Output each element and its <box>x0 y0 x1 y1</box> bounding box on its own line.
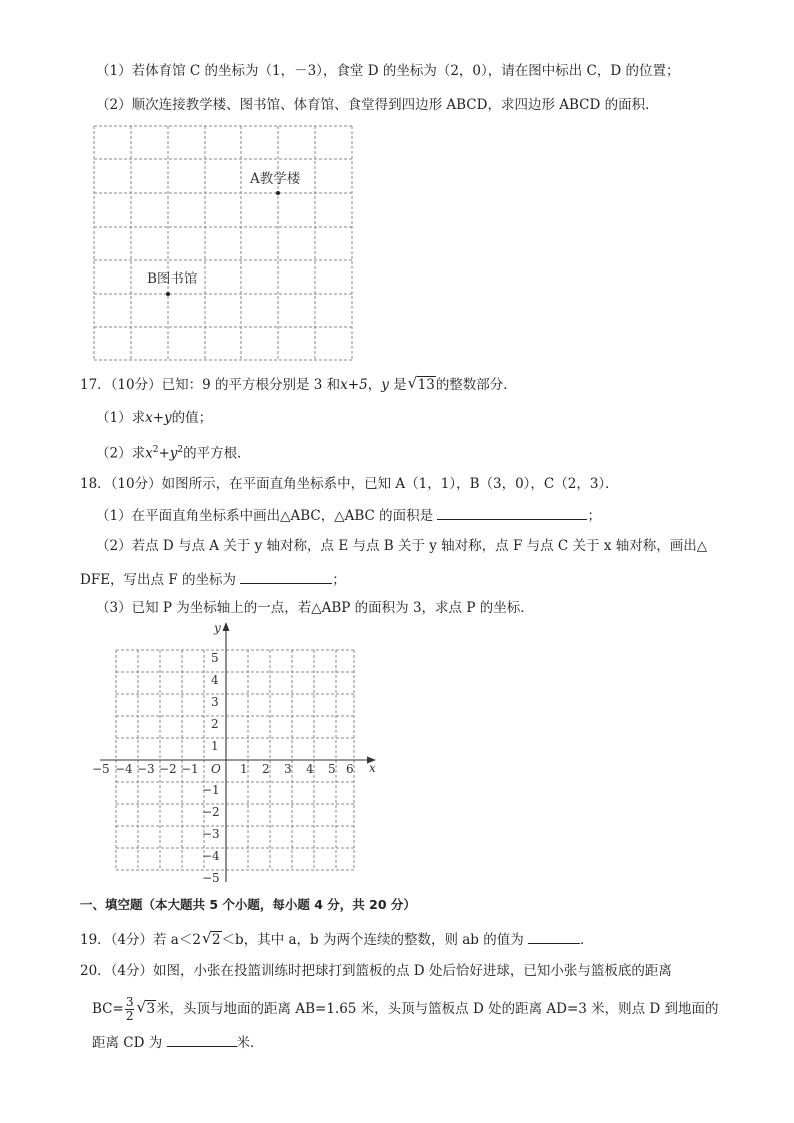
x-tick-label: 3 <box>284 762 292 776</box>
q20-line3: 距离 CD 为 米． <box>92 1032 264 1052</box>
q20-line2: BC= $\frac{3}{2}$ √ 3米，头顶与地面的距离 AB=1.65 米，头顶与篮板点 D 处的距离 AD=3 米，则点 D 到地面的 <box>92 995 719 1023</box>
y-tick-label: −5 <box>202 871 220 885</box>
x-tick-label: 1 <box>240 762 248 776</box>
x-tick-label: −5 <box>92 762 110 776</box>
x-tick-label: −1 <box>181 762 199 776</box>
x-tick-label: −3 <box>137 762 155 776</box>
y-tick-label: 2 <box>211 717 219 731</box>
x-tick-labels <box>92 762 354 776</box>
y-tick-label: −2 <box>202 805 220 819</box>
point-b-label: B图书馆 <box>147 271 198 287</box>
q17-part2: （2）求$x^2+y^2$的平方根． <box>96 445 251 462</box>
y-tick-label: 4 <box>211 673 219 687</box>
q16-part1: （1）若体育馆 C 的坐标为（1，－3），食堂 D 的坐标为（2，0），请在图中标出 C，D 的位置； <box>96 63 680 79</box>
q16-part2: （2）顺次连接教学楼、图书馆、体育馆、食堂得到四边形 ABCD，求四边形 ABCD 的面积． <box>96 97 659 113</box>
x-tick-label: 6 <box>346 762 354 776</box>
y-tick-label: −3 <box>202 827 220 841</box>
q20-line1: 20．（4分）如图，小张在投篮训练时把球打到篮板的点 D 处后恰好进球，已知小张与篮板底的距离 <box>80 963 672 979</box>
q17-part1: （1）求x+y的值； <box>96 410 213 426</box>
point-a-label: A教学楼 <box>250 171 301 187</box>
q19: 19．（4分）若 a＜2 √ 2＜b，其中 a，b 为两个连续的整数，则 ab 的值为 ． <box>80 929 594 948</box>
x-tick-label: 4 <box>306 762 314 776</box>
q18-part3: （3）已知 P 为坐标轴上的一点，若△ABP 的面积为 3，求点 P 的坐标． <box>96 600 534 616</box>
origin-label: O <box>211 762 221 776</box>
sqrt-2: √ 2 <box>201 929 221 948</box>
y-tick-label: 1 <box>211 739 219 753</box>
sqrt-3: √ 3 <box>136 998 156 1017</box>
y-tick-label: −4 <box>202 849 220 863</box>
q17-heading: 17．（10分）已知：9 的平方根分别是 3 和x+5，y 是 √ 13的整数部分． <box>80 374 517 393</box>
y-axis-arrow <box>223 622 230 631</box>
answer-blank-ab[interactable] <box>528 929 580 944</box>
x-tick-label: −4 <box>115 762 133 776</box>
q16-grid-figure <box>90 120 360 365</box>
y-tick-label: 5 <box>211 651 219 665</box>
fraction-3-2: $\frac{3}{2}$ <box>125 995 134 1023</box>
answer-blank-f[interactable] <box>240 569 332 584</box>
axis-y-label: y <box>214 621 221 635</box>
q18-heading: 18．（10分）如图所示，在平面直角坐标系中，已知 A（1，1），B（3，0），C（2，3）． <box>80 476 619 492</box>
q18-part2-line2: DFE，写出点 F 的坐标为 ； <box>80 569 346 589</box>
point-b <box>166 292 170 296</box>
sqrt-13: √ 13 <box>407 374 435 393</box>
section-title: 一、填空题（本大题共 5 个小题，每小题 4 分，共 20 分） <box>80 897 416 912</box>
y-tick-label: −1 <box>202 783 220 797</box>
x-tick-label: 2 <box>262 762 270 776</box>
point-a <box>276 191 280 195</box>
answer-blank-cd[interactable] <box>167 1032 237 1047</box>
q16-grid-lines <box>94 126 352 360</box>
x-tick-label: 5 <box>328 762 336 776</box>
axis-x-label: x <box>369 761 376 775</box>
answer-blank-area[interactable] <box>437 505 587 520</box>
x-tick-label: −2 <box>159 762 177 776</box>
y-tick-label: 3 <box>211 695 219 709</box>
q18-part2-line1: （2）若点 D 与点 A 关于 y 轴对称，点 E 与点 B 关于 y 轴对称，点 F 与点 C 关于 x 轴对称，画出△ <box>96 538 708 554</box>
q18-coordinate-plane <box>88 620 383 888</box>
q18-part1: （1）在平面直角坐标系中画出△ABC，△ABC 的面积是 ； <box>96 505 601 525</box>
